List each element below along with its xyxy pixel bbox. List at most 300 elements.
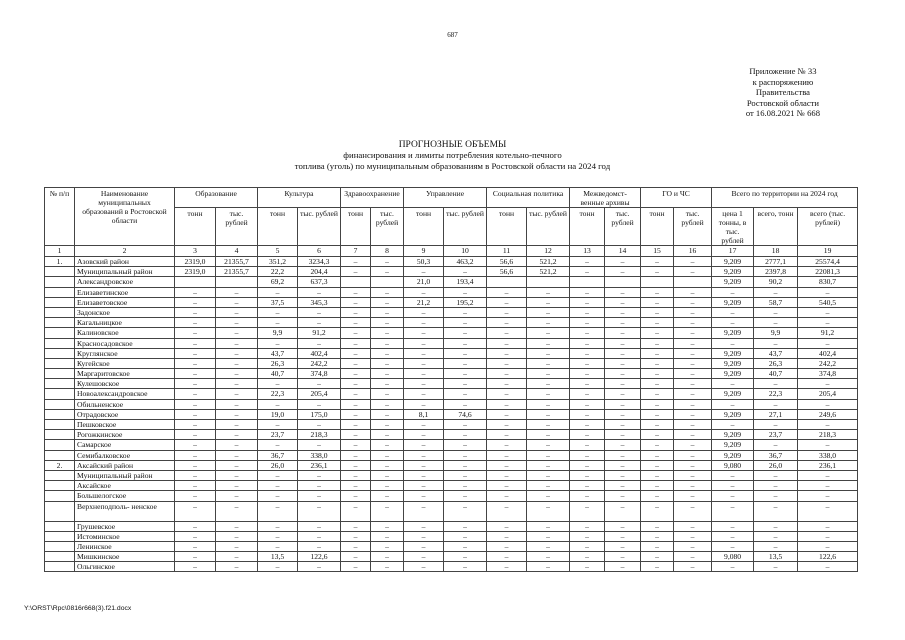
table-cell: 9,209 (712, 257, 754, 267)
subheader-rub: тыс. рублей (527, 208, 570, 246)
table-cell: – (175, 481, 216, 491)
table-row (45, 450, 858, 460)
table-cell: – (371, 501, 404, 521)
table-cell: – (371, 470, 404, 480)
table-cell: – (175, 531, 216, 541)
column-number: 15 (641, 246, 674, 257)
column-number: 4 (216, 246, 258, 257)
table-cell: – (674, 287, 712, 297)
table-cell: – (674, 531, 712, 541)
table-cell: – (605, 531, 641, 541)
municipality-name: Азовский район (75, 257, 175, 267)
table-cell: 351,2 (258, 257, 298, 267)
table-cell: – (674, 430, 712, 440)
subheader-tons: тонн (404, 208, 444, 246)
table-cell: 218,3 (798, 430, 858, 440)
table-cell: – (641, 491, 674, 501)
table-cell: – (641, 348, 674, 358)
table-cell: – (444, 420, 487, 430)
table-cell: – (341, 307, 371, 317)
table-cell: – (371, 440, 404, 450)
table-cell: – (341, 257, 371, 267)
column-number: 1 (45, 246, 75, 257)
table-cell: 374,8 (798, 369, 858, 379)
table-cell: 338,0 (298, 450, 341, 460)
column-number: 18 (754, 246, 798, 257)
table-cell: – (371, 450, 404, 460)
table-cell: – (341, 440, 371, 450)
table-cell: 21355,7 (216, 267, 258, 277)
table-cell: – (605, 420, 641, 430)
municipality-name: Задонское (75, 307, 175, 317)
table-cell: – (216, 491, 258, 501)
table-cell: – (674, 562, 712, 572)
table-cell: – (527, 318, 570, 328)
column-number: 2 (75, 246, 175, 257)
table-cell: 463,2 (444, 257, 487, 267)
table-cell: – (371, 328, 404, 338)
table-cell: – (641, 470, 674, 480)
row-number (45, 531, 75, 541)
row-number (45, 338, 75, 348)
column-number: 5 (258, 246, 298, 257)
table-cell: – (444, 307, 487, 317)
table-cell: 242,2 (298, 358, 341, 368)
table-cell: – (216, 460, 258, 470)
header-column-numbers (45, 246, 858, 257)
table-cell: – (371, 399, 404, 409)
table-cell: – (527, 287, 570, 297)
table-cell: – (298, 531, 341, 541)
table-cell: – (798, 420, 858, 430)
table-cell: – (404, 552, 444, 562)
table-cell: – (258, 501, 298, 521)
table-cell (487, 277, 527, 287)
table-cell: – (341, 562, 371, 572)
table-cell: – (404, 348, 444, 358)
table-cell: – (216, 552, 258, 562)
table-cell: – (341, 287, 371, 297)
table-cell: – (798, 318, 858, 328)
table-cell: – (216, 307, 258, 317)
table-cell: – (175, 440, 216, 450)
table-cell: – (341, 460, 371, 470)
table-cell: – (175, 420, 216, 430)
table-cell: – (641, 430, 674, 440)
table-cell: – (404, 267, 444, 277)
table-cell: – (754, 379, 798, 389)
row-number (45, 521, 75, 531)
table-cell: – (371, 318, 404, 328)
table-cell: – (258, 491, 298, 501)
table-cell: – (754, 287, 798, 297)
appendix-note (746, 66, 820, 119)
table-row (45, 318, 858, 328)
table-cell: – (570, 409, 605, 419)
table-cell: 637,3 (298, 277, 341, 287)
subheader-total-sum: всего (тыс. рублей) (798, 208, 858, 246)
table-cell: – (527, 338, 570, 348)
subheader-tons: тонн (641, 208, 674, 246)
table-cell: – (444, 389, 487, 399)
table-cell: – (527, 521, 570, 531)
column-number: 19 (798, 246, 858, 257)
table-cell: 9,209 (712, 328, 754, 338)
table-cell: – (371, 430, 404, 440)
table-cell: 9,080 (712, 460, 754, 470)
table-cell: – (605, 450, 641, 460)
table-cell: 40,7 (754, 369, 798, 379)
table-cell: – (404, 440, 444, 450)
header-group: Здравоохранение (341, 188, 404, 208)
table-cell: – (754, 307, 798, 317)
table-cell: – (444, 379, 487, 389)
row-number (45, 491, 75, 501)
table-cell: – (641, 541, 674, 551)
table-cell: – (674, 541, 712, 551)
table-cell: – (641, 562, 674, 572)
table-cell: 9,209 (712, 297, 754, 307)
header-group: Межведомст- венные архивы (570, 188, 641, 208)
table-cell: – (798, 501, 858, 521)
table-cell: 205,4 (298, 389, 341, 399)
municipality-name: Ленинское (75, 541, 175, 551)
row-number (45, 399, 75, 409)
table-cell: – (298, 420, 341, 430)
table-cell: – (605, 379, 641, 389)
table-cell: – (487, 501, 527, 521)
header-name: Наименование муниципальных образований в Ростовской области (75, 188, 175, 246)
table-cell: 56,6 (487, 257, 527, 267)
table-cell: – (674, 257, 712, 267)
table-cell: – (404, 389, 444, 399)
column-number: 17 (712, 246, 754, 257)
table-cell: – (641, 307, 674, 317)
table-cell: 23,7 (754, 430, 798, 440)
table-cell: – (570, 348, 605, 358)
row-number (45, 501, 75, 521)
table-cell: 540,5 (798, 297, 858, 307)
table-cell (341, 277, 371, 287)
table-cell: – (487, 409, 527, 419)
municipality-name: Елизаветовское (75, 297, 175, 307)
table-cell: 9,209 (712, 430, 754, 440)
table-cell: – (527, 358, 570, 368)
table-cell: – (674, 318, 712, 328)
table-cell: 338,0 (798, 450, 858, 460)
table-cell: – (341, 521, 371, 531)
subheader-rub: тыс. рублей (444, 208, 487, 246)
table-cell: 122,6 (798, 552, 858, 562)
table-cell: – (570, 460, 605, 470)
table-cell: – (258, 420, 298, 430)
table-cell: – (674, 399, 712, 409)
table-cell: – (527, 470, 570, 480)
municipality-name: Самарское (75, 440, 175, 450)
table-cell: – (371, 541, 404, 551)
municipality-name: Муниципальный район (75, 267, 175, 277)
table-cell: – (487, 440, 527, 450)
table-cell: 43,7 (754, 348, 798, 358)
municipality-name: Аксайское (75, 481, 175, 491)
table-cell: – (341, 369, 371, 379)
table-cell: – (605, 481, 641, 491)
row-number (45, 440, 75, 450)
table-cell: – (527, 562, 570, 572)
table-cell: – (641, 409, 674, 419)
table-cell: – (444, 348, 487, 358)
table-cell: – (404, 307, 444, 317)
table-cell: – (570, 358, 605, 368)
row-number (45, 277, 75, 287)
appendix-line: Ростовской области (746, 97, 819, 108)
table-cell: – (404, 460, 444, 470)
table-cell: – (605, 440, 641, 450)
table-cell: – (175, 460, 216, 470)
table-row (45, 430, 858, 440)
table-cell: – (754, 338, 798, 348)
table-cell: – (712, 338, 754, 348)
table-cell: – (175, 552, 216, 562)
subheader-total-price: цена 1 тонны, в тыс. рублей (712, 208, 754, 246)
table-cell: – (341, 399, 371, 409)
table-cell: – (216, 399, 258, 409)
municipality-name: Новоалександровское (75, 389, 175, 399)
municipality-name: Пешковское (75, 420, 175, 430)
table-row (45, 277, 858, 287)
row-number: 2. (45, 460, 75, 470)
table-cell: – (487, 491, 527, 501)
table-row (45, 338, 858, 348)
table-cell: – (605, 521, 641, 531)
table-cell: – (341, 328, 371, 338)
table-cell: – (258, 521, 298, 531)
table-cell: 74,6 (444, 409, 487, 419)
table-cell: – (712, 562, 754, 572)
table-row (45, 562, 858, 572)
table-cell: – (798, 481, 858, 491)
table-cell: – (605, 297, 641, 307)
table-cell: – (527, 399, 570, 409)
table-cell: – (175, 369, 216, 379)
table-cell: 22,3 (258, 389, 298, 399)
table-cell: 249,6 (798, 409, 858, 419)
table-cell: 175,0 (298, 409, 341, 419)
table-cell: – (444, 501, 487, 521)
table-cell: 21355,7 (216, 257, 258, 267)
table-cell: – (712, 399, 754, 409)
table-cell: – (371, 379, 404, 389)
column-number: 14 (605, 246, 641, 257)
table-cell (605, 277, 641, 287)
table-cell: – (258, 481, 298, 491)
row-number (45, 420, 75, 430)
table-cell (674, 277, 712, 287)
table-cell: – (258, 562, 298, 572)
table-cell: – (712, 501, 754, 521)
table-cell: 90,2 (754, 277, 798, 287)
table-cell: – (674, 338, 712, 348)
table-cell: – (404, 318, 444, 328)
table-row (45, 481, 858, 491)
table-cell: – (258, 318, 298, 328)
table-cell: – (641, 267, 674, 277)
table-row (45, 460, 858, 470)
table-cell: – (341, 409, 371, 419)
table-cell: – (341, 541, 371, 551)
table-cell: – (798, 440, 858, 450)
table-cell: – (605, 541, 641, 551)
table-cell: 402,4 (298, 348, 341, 358)
table-cell: – (674, 491, 712, 501)
appendix-line: к распоряжению (752, 76, 814, 87)
table-cell: 218,3 (298, 430, 341, 440)
table-cell: – (298, 491, 341, 501)
table-cell: – (798, 287, 858, 297)
municipality-name: Большелогское (75, 491, 175, 501)
table-cell: – (216, 409, 258, 419)
table-cell: – (570, 399, 605, 409)
table-cell: – (216, 420, 258, 430)
file-path-footer: Y:\ORST\Rpc\0816r668(3).f21.docx (24, 605, 132, 612)
municipality-name: Александровское (75, 277, 175, 287)
table-cell: – (341, 531, 371, 541)
table-cell: 2777,1 (754, 257, 798, 267)
table-cell: – (444, 287, 487, 297)
table-cell: – (175, 379, 216, 389)
table-cell: – (527, 541, 570, 551)
table-cell: – (754, 531, 798, 541)
table-cell: – (798, 531, 858, 541)
table-cell: – (175, 358, 216, 368)
table-cell: – (798, 379, 858, 389)
table-cell: 9,209 (712, 450, 754, 460)
table-cell: – (641, 399, 674, 409)
row-number (45, 541, 75, 551)
table-cell: 195,2 (444, 297, 487, 307)
table-cell: – (404, 501, 444, 521)
table-cell: – (298, 541, 341, 551)
table-cell: – (216, 450, 258, 460)
row-number (45, 562, 75, 572)
table-cell: – (444, 328, 487, 338)
table-cell: 26,0 (258, 460, 298, 470)
table-cell: 521,2 (527, 257, 570, 267)
table-row (45, 307, 858, 317)
table-row (45, 297, 858, 307)
table-cell: – (341, 267, 371, 277)
table-cell: – (341, 297, 371, 307)
table-cell: – (754, 420, 798, 430)
table-cell: 9,9 (258, 328, 298, 338)
column-number: 16 (674, 246, 712, 257)
table-cell: – (444, 440, 487, 450)
table-cell: – (674, 470, 712, 480)
table-cell: – (487, 348, 527, 358)
table-cell: – (487, 562, 527, 572)
table-cell: – (371, 562, 404, 572)
table-cell: – (641, 318, 674, 328)
table-cell: – (444, 481, 487, 491)
table-cell: 374,8 (298, 369, 341, 379)
table-cell: – (754, 541, 798, 551)
table-cell: – (570, 328, 605, 338)
table-cell: 22081,3 (798, 267, 858, 277)
table-cell: 830,7 (798, 277, 858, 287)
table-cell: – (605, 348, 641, 358)
table-cell: – (487, 328, 527, 338)
row-number (45, 358, 75, 368)
table-cell: – (641, 481, 674, 491)
table-row (45, 552, 858, 562)
table-cell: – (487, 430, 527, 440)
table-cell: – (674, 460, 712, 470)
table-cell: – (605, 307, 641, 317)
table-cell: – (216, 287, 258, 297)
table-cell: – (798, 541, 858, 551)
table-cell: – (341, 491, 371, 501)
table-cell: – (175, 521, 216, 531)
table-row (45, 501, 858, 521)
header-num: № п/п (45, 188, 75, 246)
table-cell: 40,7 (258, 369, 298, 379)
table-cell: – (216, 481, 258, 491)
table-cell: – (527, 297, 570, 307)
table-cell: 26,3 (754, 358, 798, 368)
table-cell: – (298, 440, 341, 450)
table-cell: – (404, 328, 444, 338)
table-row (45, 358, 858, 368)
table-cell: – (712, 521, 754, 531)
table-cell: 21,2 (404, 297, 444, 307)
table-cell: 345,3 (298, 297, 341, 307)
table-cell: – (798, 470, 858, 480)
table-body (45, 257, 858, 572)
table-cell: – (258, 307, 298, 317)
row-number (45, 389, 75, 399)
table-cell: 122,6 (298, 552, 341, 562)
table-cell: – (216, 297, 258, 307)
subheader-tons: тонн (570, 208, 605, 246)
table-cell: – (371, 297, 404, 307)
table-cell: 21,0 (404, 277, 444, 287)
table-cell: – (444, 521, 487, 531)
table-cell: – (404, 379, 444, 389)
table-cell: – (754, 440, 798, 450)
table-row (45, 440, 858, 450)
table-row (45, 257, 858, 267)
table-cell: – (527, 389, 570, 399)
table-cell: – (712, 379, 754, 389)
table-cell: – (570, 307, 605, 317)
table-cell: – (258, 440, 298, 450)
table-cell: – (674, 409, 712, 419)
table-cell: – (341, 420, 371, 430)
table-cell: 58,7 (754, 297, 798, 307)
table-cell: – (216, 328, 258, 338)
table-cell: – (527, 430, 570, 440)
title-line: топлива (уголь) по муниципальным образованиям в Ростовской области на 2024 год (294, 160, 611, 171)
table-cell: – (674, 307, 712, 317)
table-cell: – (487, 358, 527, 368)
table-cell: 402,4 (798, 348, 858, 358)
header-group: ГО и ЧС (641, 188, 712, 208)
municipality-name: Отрадовское (75, 409, 175, 419)
table-cell: – (527, 552, 570, 562)
row-number (45, 379, 75, 389)
row-number (45, 369, 75, 379)
table-cell: – (754, 521, 798, 531)
